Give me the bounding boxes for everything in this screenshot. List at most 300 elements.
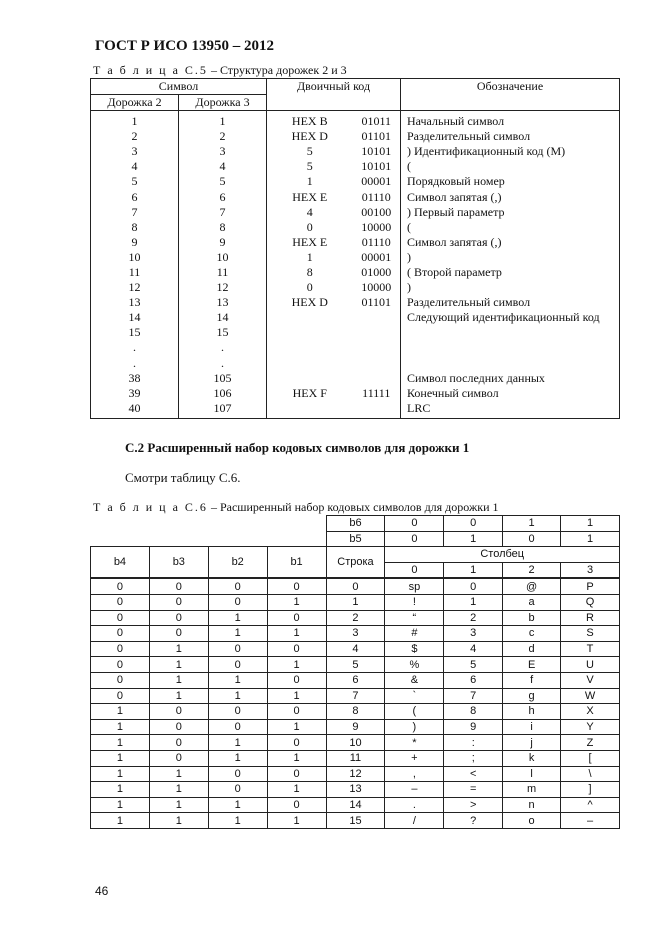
row-number-cell: 6 bbox=[326, 672, 385, 688]
row-number-cell: 10 bbox=[326, 735, 385, 751]
designation-cell: Следующий идентификационный код bbox=[401, 310, 620, 325]
col3-cell: S bbox=[561, 626, 620, 642]
track3-cell: 11 bbox=[179, 265, 267, 280]
b2-cell: 0 bbox=[208, 641, 267, 657]
designation-cell: Начальный символ bbox=[401, 111, 620, 130]
b4-cell: 0 bbox=[91, 641, 150, 657]
binary-cell: 01101 bbox=[353, 295, 401, 310]
col1-cell: 1 bbox=[444, 594, 503, 610]
b5-label: b5 bbox=[326, 531, 385, 547]
table-row bbox=[91, 189, 620, 204]
b3-cell: 0 bbox=[149, 704, 208, 720]
header-designation: Обозначение bbox=[401, 79, 620, 111]
table-row bbox=[91, 386, 620, 401]
b1-cell: 1 bbox=[267, 719, 326, 735]
hex-cell: 0 bbox=[267, 220, 353, 235]
track3-cell: 5 bbox=[179, 174, 267, 189]
binary-cell: 01110 bbox=[353, 235, 401, 250]
track3-cell: 106 bbox=[179, 386, 267, 401]
col0-cell: & bbox=[385, 672, 444, 688]
b2-cell: 0 bbox=[208, 657, 267, 673]
col3-cell: \ bbox=[561, 766, 620, 782]
b2-cell: 0 bbox=[208, 782, 267, 798]
designation-cell: Символ запятая (,) bbox=[401, 189, 620, 204]
row-number-cell: 14 bbox=[326, 797, 385, 813]
b1-cell: 0 bbox=[267, 610, 326, 626]
track2-cell: 7 bbox=[91, 205, 179, 220]
row-number-cell: 0 bbox=[326, 578, 385, 594]
col3-cell: W bbox=[561, 688, 620, 704]
hex-cell bbox=[267, 310, 353, 325]
col3-cell: X bbox=[561, 704, 620, 720]
col2-cell: l bbox=[503, 766, 561, 782]
column-number: 1 bbox=[444, 562, 503, 578]
b2-cell: 1 bbox=[208, 610, 267, 626]
table-row bbox=[91, 750, 620, 766]
paragraph: Смотри таблицу С.6. bbox=[125, 470, 241, 485]
b4-cell: 0 bbox=[91, 626, 150, 642]
b4-cell: 0 bbox=[91, 610, 150, 626]
col1-cell: 9 bbox=[444, 719, 503, 735]
col0-cell: % bbox=[385, 657, 444, 673]
track3-cell: 9 bbox=[179, 235, 267, 250]
table-row bbox=[91, 578, 620, 594]
table-row bbox=[91, 250, 620, 265]
binary-cell: 00001 bbox=[353, 250, 401, 265]
track2-cell: 6 bbox=[91, 189, 179, 204]
binary-cell: 01110 bbox=[353, 189, 401, 204]
col2-cell: c bbox=[503, 626, 561, 642]
table-row bbox=[91, 371, 620, 386]
hex-cell: 8 bbox=[267, 265, 353, 280]
hex-cell bbox=[267, 371, 353, 386]
b4-cell: 1 bbox=[91, 750, 150, 766]
col2-cell: @ bbox=[503, 578, 561, 594]
table-row bbox=[91, 797, 620, 813]
col0-cell: – bbox=[385, 782, 444, 798]
table-row bbox=[91, 401, 620, 419]
hex-cell bbox=[267, 340, 353, 355]
header-b3: b3 bbox=[149, 547, 208, 579]
b1-cell: 0 bbox=[267, 797, 326, 813]
row-number-cell: 1 bbox=[326, 594, 385, 610]
table-row bbox=[91, 280, 620, 295]
b4-cell: 1 bbox=[91, 735, 150, 751]
table-row bbox=[91, 688, 620, 704]
designation-cell: ( Второй параметр bbox=[401, 265, 620, 280]
col1-cell: < bbox=[444, 766, 503, 782]
b1-cell: 0 bbox=[267, 578, 326, 594]
hex-cell: 1 bbox=[267, 250, 353, 265]
col0-cell: / bbox=[385, 813, 444, 829]
b1-cell: 0 bbox=[267, 704, 326, 720]
col3-cell: – bbox=[561, 813, 620, 829]
b6-value: 0 bbox=[444, 516, 503, 532]
b5-value: 0 bbox=[385, 531, 444, 547]
b4-cell: 1 bbox=[91, 782, 150, 798]
track3-cell: 105 bbox=[179, 371, 267, 386]
b3-cell: 1 bbox=[149, 782, 208, 798]
designation-cell: Разделительный символ bbox=[401, 129, 620, 144]
binary-cell: 11111 bbox=[353, 386, 401, 401]
b2-cell: 1 bbox=[208, 688, 267, 704]
track2-cell: 1 bbox=[91, 111, 179, 130]
hex-cell bbox=[267, 401, 353, 419]
track3-cell: 4 bbox=[179, 159, 267, 174]
col3-cell: P bbox=[561, 578, 620, 594]
binary-cell bbox=[353, 340, 401, 355]
b4-cell: 1 bbox=[91, 813, 150, 829]
col0-cell: sp bbox=[385, 578, 444, 594]
row-number-cell: 8 bbox=[326, 704, 385, 720]
table-c5-caption-prefix: Т а б л и ц а С.5 bbox=[93, 63, 208, 77]
b1-cell: 1 bbox=[267, 657, 326, 673]
table-row bbox=[91, 144, 620, 159]
column-number: 3 bbox=[561, 562, 620, 578]
table-c5 bbox=[90, 78, 620, 419]
track3-cell: 10 bbox=[179, 250, 267, 265]
track2-cell: 4 bbox=[91, 159, 179, 174]
hex-cell: 4 bbox=[267, 205, 353, 220]
b3-cell: 0 bbox=[149, 750, 208, 766]
col3-cell: Q bbox=[561, 594, 620, 610]
table-row bbox=[91, 641, 620, 657]
b2-cell: 1 bbox=[208, 813, 267, 829]
table-row bbox=[91, 174, 620, 189]
row-number-cell: 15 bbox=[326, 813, 385, 829]
binary-cell: 00100 bbox=[353, 205, 401, 220]
table-row bbox=[91, 719, 620, 735]
track2-cell: 5 bbox=[91, 174, 179, 189]
b4-cell: 1 bbox=[91, 704, 150, 720]
col2-cell: h bbox=[503, 704, 561, 720]
col0-cell: + bbox=[385, 750, 444, 766]
table-row bbox=[91, 610, 620, 626]
b3-cell: 0 bbox=[149, 735, 208, 751]
col1-cell: 8 bbox=[444, 704, 503, 720]
col2-cell: n bbox=[503, 797, 561, 813]
col2-cell: m bbox=[503, 782, 561, 798]
table-row bbox=[91, 310, 620, 325]
b1-cell: 1 bbox=[267, 626, 326, 642]
col0-cell: ! bbox=[385, 594, 444, 610]
b2-cell: 0 bbox=[208, 578, 267, 594]
track2-cell: . bbox=[91, 340, 179, 355]
b3-cell: 0 bbox=[149, 594, 208, 610]
b2-cell: 0 bbox=[208, 719, 267, 735]
designation-cell: Конечный символ bbox=[401, 386, 620, 401]
row-number-cell: 5 bbox=[326, 657, 385, 673]
track3-cell: 107 bbox=[179, 401, 267, 419]
col2-cell: o bbox=[503, 813, 561, 829]
col3-cell: V bbox=[561, 672, 620, 688]
track2-cell: 12 bbox=[91, 280, 179, 295]
track2-cell: 15 bbox=[91, 325, 179, 340]
hex-cell: HEX B bbox=[267, 111, 353, 130]
hex-cell: HEX E bbox=[267, 189, 353, 204]
table-row bbox=[91, 340, 620, 355]
col0-cell: . bbox=[385, 797, 444, 813]
b3-cell: 1 bbox=[149, 797, 208, 813]
designation-cell: Разделительный символ bbox=[401, 295, 620, 310]
row-number-cell: 3 bbox=[326, 626, 385, 642]
row-number-cell: 7 bbox=[326, 688, 385, 704]
designation-cell: Порядковый номер bbox=[401, 174, 620, 189]
col2-cell: b bbox=[503, 610, 561, 626]
b2-cell: 0 bbox=[208, 766, 267, 782]
col1-cell: 6 bbox=[444, 672, 503, 688]
b3-cell: 0 bbox=[149, 626, 208, 642]
binary-cell: 01011 bbox=[353, 111, 401, 130]
col2-cell: a bbox=[503, 594, 561, 610]
b2-cell: 0 bbox=[208, 704, 267, 720]
b1-cell: 0 bbox=[267, 766, 326, 782]
row-number-cell: 11 bbox=[326, 750, 385, 766]
track3-cell: 7 bbox=[179, 205, 267, 220]
b3-cell: 1 bbox=[149, 641, 208, 657]
header-column: Столбец bbox=[385, 547, 620, 563]
column-number: 0 bbox=[385, 562, 444, 578]
hex-cell bbox=[267, 356, 353, 371]
b2-cell: 1 bbox=[208, 672, 267, 688]
row-number-cell: 9 bbox=[326, 719, 385, 735]
table-c5-caption bbox=[93, 63, 347, 78]
col0-cell: ( bbox=[385, 704, 444, 720]
b2-cell: 1 bbox=[208, 750, 267, 766]
binary-cell: 10101 bbox=[353, 144, 401, 159]
hex-cell: 0 bbox=[267, 280, 353, 295]
col1-cell: 5 bbox=[444, 657, 503, 673]
binary-cell bbox=[353, 356, 401, 371]
col1-cell: 3 bbox=[444, 626, 503, 642]
designation-cell: LRC bbox=[401, 401, 620, 419]
col2-cell: g bbox=[503, 688, 561, 704]
b4-cell: 0 bbox=[91, 594, 150, 610]
hex-cell: HEX F bbox=[267, 386, 353, 401]
col0-cell: # bbox=[385, 626, 444, 642]
b3-cell: 1 bbox=[149, 766, 208, 782]
col2-cell: j bbox=[503, 735, 561, 751]
binary-cell bbox=[353, 401, 401, 419]
b5-value: 1 bbox=[444, 531, 503, 547]
table-c5-caption-text: – Структура дорожек 2 и 3 bbox=[207, 63, 347, 77]
b1-cell: 1 bbox=[267, 813, 326, 829]
track3-cell: 3 bbox=[179, 144, 267, 159]
table-row bbox=[91, 657, 620, 673]
col3-cell: ^ bbox=[561, 797, 620, 813]
track3-cell: . bbox=[179, 356, 267, 371]
track3-cell: 13 bbox=[179, 295, 267, 310]
b3-cell: 1 bbox=[149, 688, 208, 704]
binary-cell bbox=[353, 371, 401, 386]
designation-cell: ) Первый параметр bbox=[401, 205, 620, 220]
header-b4: b4 bbox=[91, 547, 150, 579]
col2-cell: i bbox=[503, 719, 561, 735]
b1-cell: 1 bbox=[267, 782, 326, 798]
b1-cell: 1 bbox=[267, 688, 326, 704]
col2-cell: k bbox=[503, 750, 561, 766]
table-row bbox=[91, 235, 620, 250]
col0-cell: ` bbox=[385, 688, 444, 704]
table-row bbox=[91, 111, 620, 130]
header-row: Строка bbox=[326, 547, 385, 579]
track3-cell: 2 bbox=[179, 129, 267, 144]
table-row bbox=[91, 766, 620, 782]
b3-cell: 1 bbox=[149, 672, 208, 688]
b4-cell: 0 bbox=[91, 672, 150, 688]
b1-cell: 0 bbox=[267, 672, 326, 688]
binary-cell bbox=[353, 325, 401, 340]
table-row bbox=[91, 159, 620, 174]
table-row bbox=[91, 735, 620, 751]
b4-cell: 0 bbox=[91, 578, 150, 594]
table-row bbox=[91, 205, 620, 220]
b6-value: 0 bbox=[385, 516, 444, 532]
b3-cell: 0 bbox=[149, 719, 208, 735]
table-row bbox=[91, 129, 620, 144]
col2-cell: f bbox=[503, 672, 561, 688]
table-c6-caption-prefix: Т а б л и ц а С.6 bbox=[93, 500, 208, 514]
track3-cell: 6 bbox=[179, 189, 267, 204]
hex-cell: HEX E bbox=[267, 235, 353, 250]
b6-label: b6 bbox=[326, 516, 385, 532]
track2-cell: 40 bbox=[91, 401, 179, 419]
designation-cell: ) Идентификационный код (М) bbox=[401, 144, 620, 159]
col2-cell: E bbox=[503, 657, 561, 673]
col1-cell: 7 bbox=[444, 688, 503, 704]
table-row bbox=[91, 626, 620, 642]
b1-cell: 1 bbox=[267, 594, 326, 610]
track2-cell: . bbox=[91, 356, 179, 371]
row-number-cell: 12 bbox=[326, 766, 385, 782]
b4-cell: 0 bbox=[91, 657, 150, 673]
row-number-cell: 2 bbox=[326, 610, 385, 626]
track2-cell: 2 bbox=[91, 129, 179, 144]
track2-cell: 8 bbox=[91, 220, 179, 235]
track3-cell: 8 bbox=[179, 220, 267, 235]
table-row bbox=[91, 265, 620, 280]
col0-cell: $ bbox=[385, 641, 444, 657]
designation-cell: Символ запятая (,) bbox=[401, 235, 620, 250]
col1-cell: 0 bbox=[444, 578, 503, 594]
designation-cell bbox=[401, 356, 620, 371]
track2-cell: 38 bbox=[91, 371, 179, 386]
header-track2: Дорожка 2 bbox=[91, 95, 179, 111]
track3-cell: 14 bbox=[179, 310, 267, 325]
designation-cell: ( bbox=[401, 159, 620, 174]
col0-cell: * bbox=[385, 735, 444, 751]
designation-cell bbox=[401, 325, 620, 340]
hex-cell bbox=[267, 325, 353, 340]
col0-cell: ) bbox=[385, 719, 444, 735]
track2-cell: 3 bbox=[91, 144, 179, 159]
col1-cell: 4 bbox=[444, 641, 503, 657]
row-number-cell: 4 bbox=[326, 641, 385, 657]
b4-cell: 1 bbox=[91, 719, 150, 735]
hex-cell: 1 bbox=[267, 174, 353, 189]
b1-cell: 0 bbox=[267, 641, 326, 657]
header-b2: b2 bbox=[208, 547, 267, 579]
track2-cell: 9 bbox=[91, 235, 179, 250]
col1-cell: : bbox=[444, 735, 503, 751]
table-row bbox=[91, 356, 620, 371]
hex-cell: 5 bbox=[267, 159, 353, 174]
hex-cell: HEX D bbox=[267, 295, 353, 310]
binary-cell: 00001 bbox=[353, 174, 401, 189]
table-row bbox=[91, 704, 620, 720]
binary-cell: 10000 bbox=[353, 280, 401, 295]
header-symbol: Символ bbox=[91, 79, 267, 95]
col2-cell: d bbox=[503, 641, 561, 657]
document-header: ГОСТ Р ИСО 13950 – 2012 bbox=[95, 38, 274, 54]
b4-cell: 0 bbox=[91, 688, 150, 704]
col3-cell: ] bbox=[561, 782, 620, 798]
b2-cell: 1 bbox=[208, 735, 267, 751]
track2-cell: 11 bbox=[91, 265, 179, 280]
empty-corner bbox=[91, 516, 327, 547]
designation-cell: ) bbox=[401, 280, 620, 295]
row-number-cell: 13 bbox=[326, 782, 385, 798]
hex-cell: 5 bbox=[267, 144, 353, 159]
table-row bbox=[91, 220, 620, 235]
table-row bbox=[91, 594, 620, 610]
col3-cell: T bbox=[561, 641, 620, 657]
b3-cell: 1 bbox=[149, 813, 208, 829]
table-row bbox=[91, 325, 620, 340]
b2-cell: 1 bbox=[208, 626, 267, 642]
col1-cell: > bbox=[444, 797, 503, 813]
col0-cell: “ bbox=[385, 610, 444, 626]
header-track3: Дорожка 3 bbox=[179, 95, 267, 111]
b6-value: 1 bbox=[561, 516, 620, 532]
col3-cell: U bbox=[561, 657, 620, 673]
col1-cell: ? bbox=[444, 813, 503, 829]
table-c6-caption-text: – Расширенный набор кодовых символов для дорожки 1 bbox=[207, 500, 499, 514]
col3-cell: Y bbox=[561, 719, 620, 735]
section-title: С.2 Расширенный набор кодовых символов для дорожки 1 bbox=[125, 440, 470, 455]
header-b1: b1 bbox=[267, 547, 326, 579]
table-c6 bbox=[90, 515, 620, 829]
track3-cell: 12 bbox=[179, 280, 267, 295]
binary-cell bbox=[353, 310, 401, 325]
designation-cell: ( bbox=[401, 220, 620, 235]
track3-cell: . bbox=[179, 340, 267, 355]
table-row bbox=[91, 813, 620, 829]
b1-cell: 0 bbox=[267, 735, 326, 751]
column-number: 2 bbox=[503, 562, 561, 578]
b1-cell: 1 bbox=[267, 750, 326, 766]
designation-cell: ) bbox=[401, 250, 620, 265]
col1-cell: ; bbox=[444, 750, 503, 766]
b3-cell: 0 bbox=[149, 610, 208, 626]
col0-cell: , bbox=[385, 766, 444, 782]
track2-cell: 13 bbox=[91, 295, 179, 310]
table-row bbox=[91, 782, 620, 798]
col3-cell: R bbox=[561, 610, 620, 626]
b2-cell: 1 bbox=[208, 797, 267, 813]
b2-cell: 0 bbox=[208, 594, 267, 610]
table-row bbox=[91, 672, 620, 688]
col3-cell: Z bbox=[561, 735, 620, 751]
b3-cell: 0 bbox=[149, 578, 208, 594]
hex-cell: HEX D bbox=[267, 129, 353, 144]
b3-cell: 1 bbox=[149, 657, 208, 673]
binary-cell: 01101 bbox=[353, 129, 401, 144]
track2-cell: 14 bbox=[91, 310, 179, 325]
b4-cell: 1 bbox=[91, 766, 150, 782]
track2-cell: 10 bbox=[91, 250, 179, 265]
col3-cell: [ bbox=[561, 750, 620, 766]
